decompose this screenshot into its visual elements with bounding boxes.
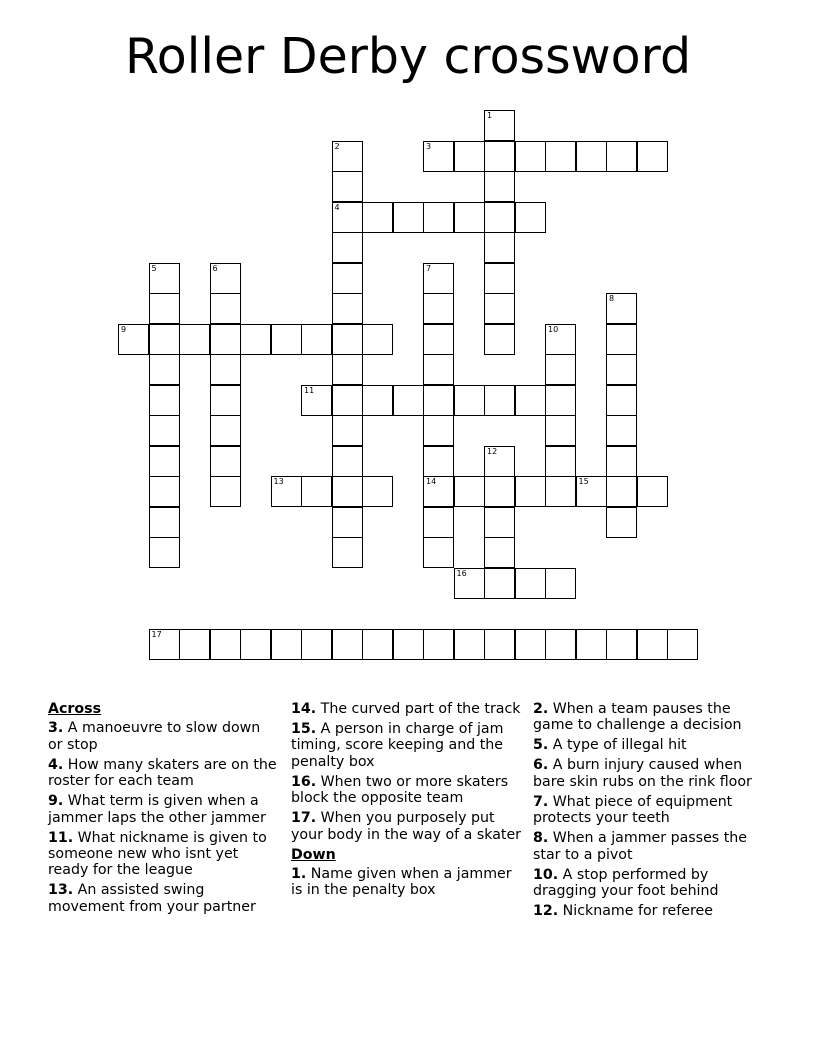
cell-number: 3 (426, 141, 432, 151)
grid-cell[interactable] (210, 415, 241, 446)
clue-number: 10. (533, 866, 559, 883)
grid-cell[interactable] (484, 568, 515, 599)
grid-cell[interactable] (423, 629, 454, 660)
grid-cell[interactable] (149, 354, 180, 385)
grid-cell[interactable] (301, 629, 332, 660)
grid-cell[interactable] (210, 324, 241, 355)
clue-text: How many skaters are on the roster for each team (48, 756, 277, 790)
grid-cell[interactable] (484, 171, 515, 202)
grid-cell[interactable] (606, 385, 637, 416)
grid-cell[interactable] (362, 629, 393, 660)
grid-cell[interactable] (362, 385, 393, 416)
grid-cell[interactable] (545, 415, 576, 446)
grid-cell[interactable] (454, 629, 485, 660)
grid-cell[interactable] (423, 537, 454, 568)
clue-number: 7. (533, 793, 549, 810)
clue-across-4 (48, 757, 278, 790)
grid-cell[interactable] (271, 629, 302, 660)
grid-cell[interactable] (210, 476, 241, 507)
cell-number: 10 (548, 324, 559, 334)
grid-cell[interactable] (149, 446, 180, 477)
clue-number: 9. (48, 793, 64, 810)
grid-cell[interactable] (332, 171, 363, 202)
clue-number: 8. (533, 830, 549, 847)
grid-cell[interactable] (332, 507, 363, 538)
clue-across-17 (291, 810, 521, 843)
grid-cell[interactable] (484, 629, 515, 660)
grid-cell[interactable] (332, 232, 363, 263)
clue-text: What piece of equipment protects your teeth (533, 793, 733, 827)
clue-down-8 (533, 830, 768, 863)
grid-cell[interactable] (515, 141, 546, 172)
grid-cell[interactable] (149, 324, 180, 355)
grid-cell[interactable] (484, 110, 515, 141)
cell-number: 12 (487, 446, 498, 456)
clues-column-3 (533, 701, 768, 923)
grid-cell[interactable] (362, 324, 393, 355)
grid-cell[interactable] (332, 263, 363, 294)
clue-across-13 (48, 882, 278, 915)
grid-cell[interactable] (240, 324, 271, 355)
grid-cell[interactable] (576, 141, 607, 172)
grid-cell[interactable] (454, 385, 485, 416)
grid-cell[interactable] (332, 202, 363, 233)
clue-across-16 (291, 774, 521, 807)
clue-text: When you purposely put your body in the way of a skater (291, 810, 522, 843)
grid-cell[interactable] (393, 629, 424, 660)
cell-number: 4 (334, 202, 340, 212)
grid-cell[interactable] (545, 385, 576, 416)
clue-across-14 (291, 701, 521, 717)
grid-cell[interactable] (332, 293, 363, 324)
clue-text: A manoeuvre to slow down or stop (48, 720, 261, 753)
grid-cell[interactable] (332, 415, 363, 446)
grid-cell[interactable] (149, 415, 180, 446)
grid-cell[interactable] (576, 629, 607, 660)
grid-cell[interactable] (606, 141, 637, 172)
grid-cell[interactable] (423, 354, 454, 385)
grid-cell[interactable] (515, 629, 546, 660)
grid-cell[interactable] (545, 568, 576, 599)
grid-cell[interactable] (423, 141, 454, 172)
cell-number: 13 (273, 477, 284, 486)
grid-cell[interactable] (149, 507, 180, 538)
grid-cell[interactable] (149, 385, 180, 416)
clue-text: A stop performed by dragging your foot behind (533, 866, 719, 900)
grid-cell[interactable] (210, 263, 241, 294)
grid-cell[interactable] (332, 324, 363, 355)
clue-number: 11. (48, 829, 74, 846)
grid-cell[interactable] (606, 476, 637, 507)
cell-number: 15 (578, 477, 589, 486)
grid-cell[interactable] (484, 232, 515, 263)
grid-cell[interactable] (301, 476, 332, 507)
clue-text: A burn injury caused when bare skin rubs on the rink floor (533, 757, 752, 790)
clue-across-11 (48, 830, 278, 879)
grid-cell[interactable] (332, 476, 363, 507)
grid-cell[interactable] (484, 385, 515, 416)
clue-text: The curved part of the track (320, 701, 521, 717)
grid-cell[interactable] (606, 293, 637, 324)
grid-cell[interactable] (545, 141, 576, 172)
grid-cell[interactable] (271, 476, 302, 507)
grid-cell[interactable] (423, 415, 454, 446)
grid-cell[interactable] (332, 354, 363, 385)
clue-down-2 (533, 701, 768, 734)
grid-cell[interactable] (423, 446, 454, 477)
grid-cell[interactable] (332, 141, 363, 172)
grid-cell[interactable] (149, 263, 180, 294)
clue-text: Name given when a jammer is in the penalty box (291, 866, 512, 899)
cell-number: 1 (487, 111, 493, 120)
grid-cell[interactable] (210, 354, 241, 385)
grid-cell[interactable] (149, 537, 180, 568)
grid-cell[interactable] (210, 629, 241, 660)
grid-cell[interactable] (606, 629, 637, 660)
cell-number: 8 (609, 294, 615, 303)
grid-cell[interactable] (332, 385, 363, 416)
grid-cell[interactable] (118, 324, 149, 355)
grid-cell[interactable] (423, 385, 454, 416)
clue-number: 13. (48, 882, 74, 899)
grid-cell[interactable] (484, 293, 515, 324)
down-heading: Down (291, 846, 336, 863)
clue-text: Nickname for referee (562, 903, 713, 920)
grid-cell[interactable] (515, 476, 546, 507)
clue-down-6 (533, 757, 768, 790)
grid-cell[interactable] (484, 263, 515, 294)
clue-number: 6. (533, 757, 549, 774)
grid-cell[interactable] (545, 629, 576, 660)
cell-number: 5 (151, 263, 157, 273)
grid-cell[interactable] (393, 202, 424, 233)
grid-cell[interactable] (637, 141, 668, 172)
grid-cell[interactable] (179, 629, 210, 660)
clues-column-2 (291, 701, 521, 902)
grid-cell[interactable] (149, 629, 180, 660)
grid-cell[interactable] (149, 476, 180, 507)
grid-cell[interactable] (271, 324, 302, 355)
grid-cell[interactable] (423, 202, 454, 233)
clue-number: 15. (291, 721, 317, 737)
clue-text: A person in charge of jam timing, score keeping and the penalty box (291, 721, 504, 770)
grid-cell[interactable] (606, 446, 637, 477)
grid-cell[interactable] (545, 324, 576, 355)
grid-cell[interactable] (484, 537, 515, 568)
clue-text: What nickname is given to someone new who isnt yet ready for the league (48, 829, 267, 879)
cell-number: 14 (426, 477, 437, 486)
grid-cell[interactable] (179, 324, 210, 355)
grid-cell[interactable] (423, 324, 454, 355)
grid-cell[interactable] (637, 629, 668, 660)
grid-cell[interactable] (454, 568, 485, 599)
clue-across-3 (48, 720, 278, 753)
grid-cell[interactable] (606, 354, 637, 385)
clue-down-5 (533, 737, 768, 753)
clue-number: 4. (48, 756, 64, 773)
across-heading: Across (48, 701, 102, 717)
grid-cell[interactable] (606, 324, 637, 355)
grid-cell[interactable] (606, 415, 637, 446)
grid-cell[interactable] (362, 202, 393, 233)
grid-cell[interactable] (210, 446, 241, 477)
grid-cell[interactable] (484, 141, 515, 172)
clue-number: 2. (533, 701, 549, 717)
clue-text: When two or more skaters block the opposite team (291, 773, 509, 807)
clue-across-15 (291, 721, 521, 770)
grid-cell[interactable] (454, 202, 485, 233)
cell-number: 6 (212, 263, 218, 273)
clue-text: When a team pauses the game to challenge a decision (533, 701, 742, 734)
clue-text: A type of illegal hit (552, 737, 687, 754)
cell-number: 7 (426, 263, 432, 273)
grid-cell[interactable] (484, 446, 515, 477)
clue-down-10 (533, 867, 768, 900)
cell-number: 2 (334, 141, 340, 151)
cell-number: 9 (121, 324, 127, 334)
grid-cell[interactable] (484, 324, 515, 355)
puzzle-title: Roller Derby crossword (124, 28, 692, 85)
grid-cell[interactable] (362, 476, 393, 507)
clue-number: 5. (533, 737, 549, 754)
grid-cell[interactable] (454, 476, 485, 507)
grid-cell[interactable] (484, 476, 515, 507)
grid-cell[interactable] (240, 629, 271, 660)
clue-number: 12. (533, 903, 559, 920)
grid-cell[interactable] (545, 446, 576, 477)
grid-cell[interactable] (667, 629, 698, 660)
grid-cell[interactable] (545, 476, 576, 507)
clue-text: What term is given when a jammer laps the other jammer (48, 793, 266, 826)
clue-number: 17. (291, 810, 317, 827)
grid-cell[interactable] (545, 354, 576, 385)
clue-number: 3. (48, 720, 64, 737)
clue-number: 1. (291, 866, 307, 883)
cell-number: 17 (151, 629, 162, 639)
grid-cell[interactable] (332, 629, 363, 660)
grid-cell[interactable] (576, 476, 607, 507)
grid-cell[interactable] (301, 385, 332, 416)
grid-cell[interactable] (484, 507, 515, 538)
grid-cell[interactable] (484, 202, 515, 233)
grid-cell[interactable] (423, 476, 454, 507)
clue-down-12 (533, 903, 768, 919)
clue-text: An assisted swing movement from your partner (48, 882, 256, 915)
grid-cell[interactable] (454, 141, 485, 172)
grid-cell[interactable] (637, 476, 668, 507)
grid-cell[interactable] (515, 202, 546, 233)
grid-cell[interactable] (332, 446, 363, 477)
grid-cell[interactable] (606, 507, 637, 538)
grid-cell[interactable] (515, 568, 546, 599)
clues-column-1 (48, 701, 278, 919)
grid-cell[interactable] (423, 507, 454, 538)
clue-number: 16. (291, 773, 317, 790)
clue-down-1 (291, 866, 521, 899)
grid-cell[interactable] (210, 293, 241, 324)
grid-cell[interactable] (301, 324, 332, 355)
clue-number: 14. (291, 701, 317, 717)
grid-cell[interactable] (423, 293, 454, 324)
grid-cell[interactable] (149, 293, 180, 324)
clue-across-9 (48, 793, 278, 826)
cell-number: 16 (456, 568, 467, 578)
grid-cell[interactable] (332, 537, 363, 568)
grid-cell[interactable] (423, 263, 454, 294)
cell-number: 11 (304, 385, 315, 395)
grid-cell[interactable] (515, 385, 546, 416)
clue-text: When a jammer passes the star to a pivot (533, 830, 747, 863)
grid-cell[interactable] (393, 385, 424, 416)
grid-cell[interactable] (210, 385, 241, 416)
clue-down-7 (533, 794, 768, 827)
